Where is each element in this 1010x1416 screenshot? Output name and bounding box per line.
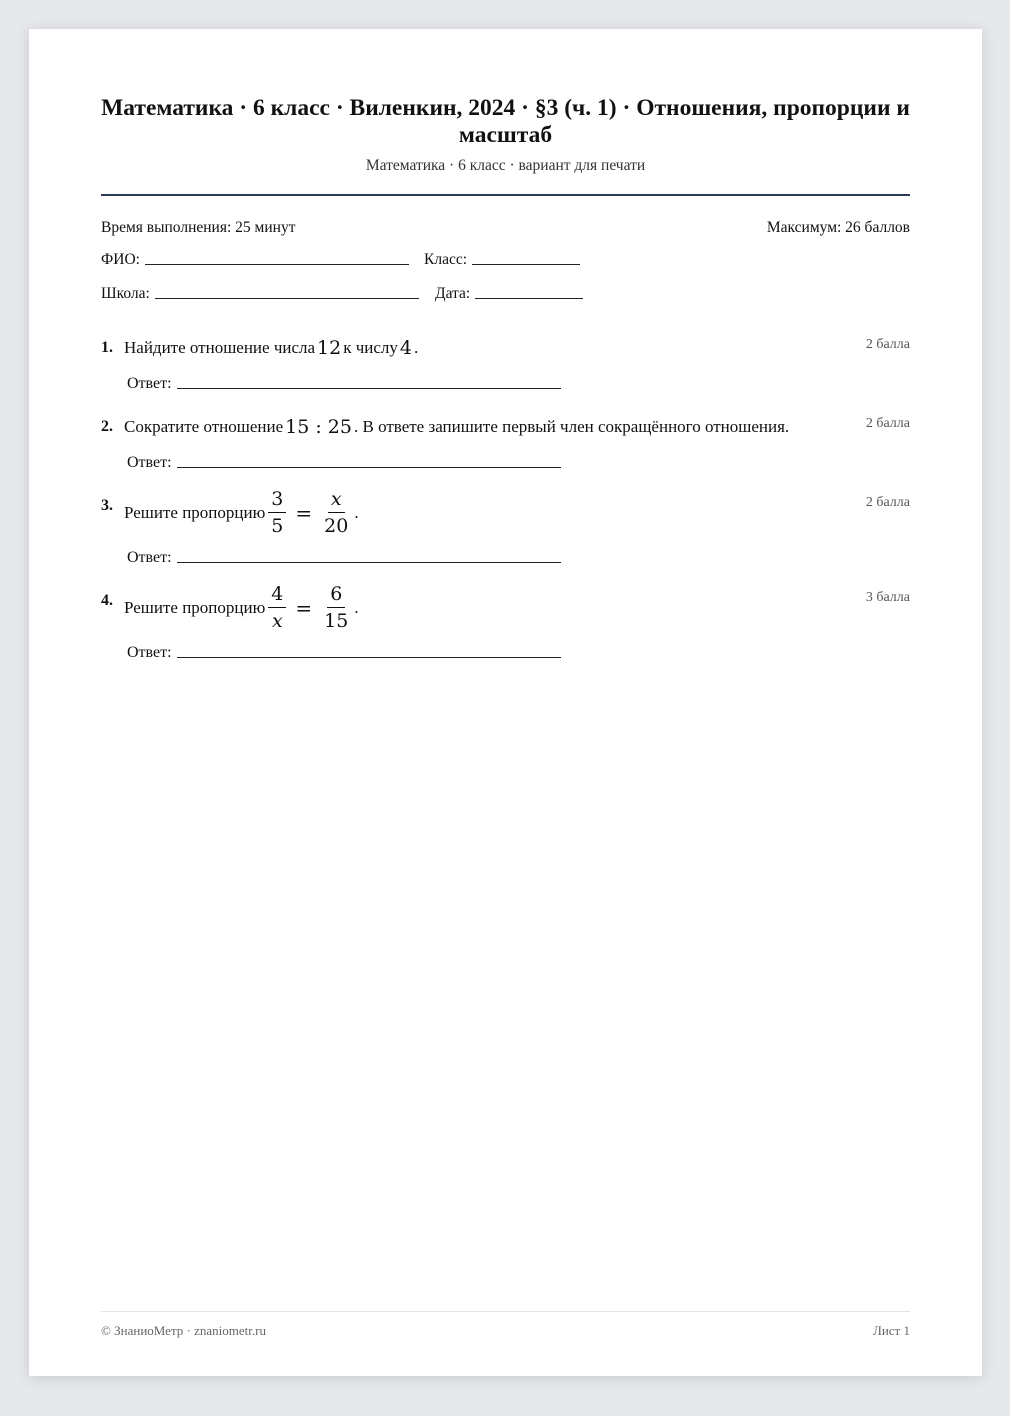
task-points: 2 балла [865,495,910,510]
answer-field [127,375,561,393]
max-score: Максимум: 26 баллов [766,219,910,236]
equals-sign: = [295,595,313,620]
math-value: 12 [317,337,342,359]
task-text [124,335,418,361]
task-points: 2 балла [865,337,910,352]
task-text [124,488,359,537]
task-text-part: Найдите отношение числа [124,338,316,357]
task-points: 2 балла [865,416,910,431]
fraction-denominator: x [271,610,283,632]
school-label: Школа: [101,285,150,302]
task-text-part: к числу [343,338,398,357]
task-text-part: Решите пропорцию [124,502,266,522]
school-line[interactable] [155,298,419,299]
fraction [321,583,351,632]
task-text-part: . [354,502,359,522]
fraction-denominator: 15 [324,610,349,632]
page-title: Математика · 6 класс · Виленкин, 2024 · §3 (ч. 1) · Отношения, пропорции и масштаб [101,95,910,148]
name-field [101,251,409,269]
task-text-part: . [414,338,419,357]
fraction-numerator: x [328,488,345,513]
time-limit: Время выполнения: 25 минут [101,219,296,236]
task-text-part: . [354,597,359,617]
worksheet-page [29,29,982,1376]
task-text [124,414,789,440]
school-field [101,285,419,303]
date-line[interactable] [475,298,583,299]
answer-line[interactable] [177,388,561,389]
fraction [321,488,351,537]
date-label: Дата: [435,285,471,302]
answer-field [127,549,561,567]
date-field [435,285,583,303]
task-text [124,583,359,632]
fraction-numerator: 6 [327,583,345,608]
page-subtitle: Математика · 6 класс · вариант для печати [365,157,646,174]
task-number: 3. [101,497,113,514]
fraction-denominator: 20 [324,515,349,537]
answer-field [127,644,561,662]
answer-label: Ответ: [127,549,172,566]
class-field [424,251,580,269]
class-label: Класс: [424,251,468,268]
footer-copyright: © ЗнаниоМетр · znaniometr.ru [101,1323,266,1338]
answer-field [127,454,561,472]
class-line[interactable] [472,264,580,265]
task-number: 4. [101,592,113,609]
header-divider [101,194,910,196]
fraction [268,583,286,632]
name-label: ФИО: [101,251,140,268]
answer-line[interactable] [177,657,561,658]
answer-label: Ответ: [127,644,172,661]
equals-sign: = [295,500,313,525]
fraction-numerator: 3 [268,488,286,513]
answer-label: Ответ: [127,375,172,392]
footer-divider [101,1311,910,1312]
task-text-part: . В ответе запишите первый член сокращённого отношения. [353,417,790,436]
answer-label: Ответ: [127,454,172,471]
answer-line[interactable] [177,467,561,468]
fraction [268,488,286,537]
answer-line[interactable] [177,562,561,563]
fraction-numerator: 4 [268,583,286,608]
task-number: 1. [101,339,113,356]
task-text-part: Сократите отношение [124,417,284,436]
math-value: 4 [399,337,413,359]
footer-page-number: Лист 1 [873,1323,910,1338]
name-line[interactable] [145,264,409,265]
task-points: 3 балла [865,590,910,605]
task-text-part: Решите пропорцию [124,597,266,617]
task-number: 2. [101,418,113,435]
math-value: 15 : 25 [285,416,352,438]
fraction-denominator: 5 [271,515,284,537]
